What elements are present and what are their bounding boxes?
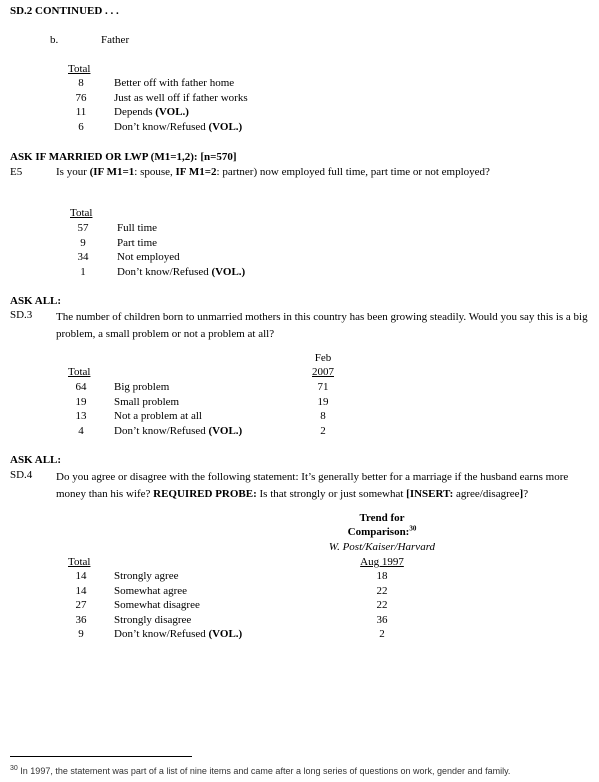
response-option: Part time (117, 236, 158, 249)
total-value: 9 (78, 628, 84, 640)
volunteered-marker: (VOL.) (208, 628, 243, 640)
total-value: 9 (80, 236, 86, 249)
trend-value: 8 (320, 410, 326, 422)
trend-header-year: 2007 (312, 366, 334, 378)
response-option: Strongly disagree (114, 613, 192, 626)
trend-value: 2 (379, 628, 385, 640)
total-value: 19 (75, 395, 87, 408)
trend-value: 19 (317, 395, 329, 408)
volunteered-marker: (VOL.) (211, 265, 246, 278)
sub-question-letter: b. (50, 34, 59, 46)
response-option: Small problem (114, 395, 180, 408)
volunteered-marker: (VOL.) (208, 424, 243, 437)
response-option: Just as well off if father works (114, 91, 248, 104)
total-header: Total (70, 207, 93, 219)
response-option: Strongly agree (114, 570, 179, 582)
question-id-sd3: SD.3 (10, 309, 33, 321)
total-value: 13 (75, 410, 87, 422)
trend-header-month: Feb (314, 352, 332, 364)
trend-value: 22 (376, 599, 388, 611)
footnote-ref[interactable]: 30 (409, 524, 417, 533)
response-option: Don’t know/Refused (VOL.) (117, 265, 246, 278)
volunteered-marker: (VOL.) (208, 120, 243, 133)
total-value: 4 (78, 424, 84, 437)
trend-value: 36 (376, 613, 388, 626)
section-heading-sd2: SD.2 CONTINUED . . . (10, 5, 119, 17)
total-value: 64 (75, 381, 87, 393)
response-option: Better off with father home (114, 77, 235, 89)
response-option: Somewhat disagree (114, 599, 200, 611)
total-header: Total (68, 556, 91, 568)
total-value: 27 (75, 599, 87, 611)
total-value: 14 (75, 570, 87, 582)
response-option: Big problem (114, 381, 170, 393)
sub-question-label: Father (101, 34, 130, 46)
ask-instruction-e5: ASK IF MARRIED OR LWP (M1=1,2): [n=570] (10, 151, 237, 163)
total-value: 36 (75, 613, 87, 626)
trend-title-line1: Trend for (359, 512, 405, 524)
question-id-e5: E5 (10, 166, 23, 178)
question-id-sd4: SD.4 (10, 469, 33, 481)
response-option: Don’t know/Refused (VOL.) (114, 628, 243, 640)
total-value: 11 (75, 106, 87, 118)
footnote: $^{30}$ In 1997, the statement was part of a list of nine items and came after a long series of questions on work, gender and family. (10, 765, 511, 776)
question-text-sd4: Do you agree or disagree with the following statement: It’s generally better for a marriage if the husband earns more money than his wife? REQUIRED PROBE: Is that strongly or just somewhat [INSERT: agree/disagree]? (56, 471, 569, 500)
trend-value: 2 (320, 424, 326, 437)
trend-value: 18 (376, 570, 388, 582)
total-header: Total (68, 366, 91, 378)
response-option: Don’t know/Refused (VOL.) (114, 424, 243, 437)
total-value: 1 (80, 265, 86, 278)
response-option: Not employed (117, 251, 180, 263)
total-value: 57 (77, 222, 89, 234)
trend-value: 22 (376, 584, 388, 597)
volunteered-marker: (VOL.) (155, 106, 189, 118)
response-option: Somewhat agree (114, 584, 187, 597)
total-value: 8 (78, 77, 84, 89)
total-value: 34 (77, 251, 89, 263)
response-option: Full time (117, 222, 158, 234)
total-header: Total (68, 63, 91, 75)
response-option: Depends (VOL.) (114, 106, 189, 118)
ask-instruction-sd3: ASK ALL: (10, 295, 62, 307)
total-value: 14 (75, 584, 87, 597)
trend-title-line2: Comparison:$^{30}$ (347, 524, 417, 538)
total-value: 6 (78, 120, 84, 133)
response-option: Not a problem at all (114, 410, 202, 422)
footnote-divider (10, 756, 192, 757)
trend-value: 71 (317, 381, 329, 393)
trend-source: W. Post/Kaiser/Harvard (328, 541, 436, 553)
total-value: 76 (75, 91, 87, 104)
trend-date: Aug 1997 (360, 556, 404, 568)
question-text-e5: Is your (IF M1=1: spouse, IF M1=2: partner) now employed full time, part time or not employed? (56, 166, 490, 178)
response-option: Don’t know/Refused (VOL.) (114, 120, 243, 133)
ask-instruction-sd4: ASK ALL: (10, 454, 62, 466)
question-text-sd3: The number of children born to unmarried mothers in this country has been growing steadily. Would you say this is a big problem, a small problem or not a problem at all? (56, 311, 588, 340)
